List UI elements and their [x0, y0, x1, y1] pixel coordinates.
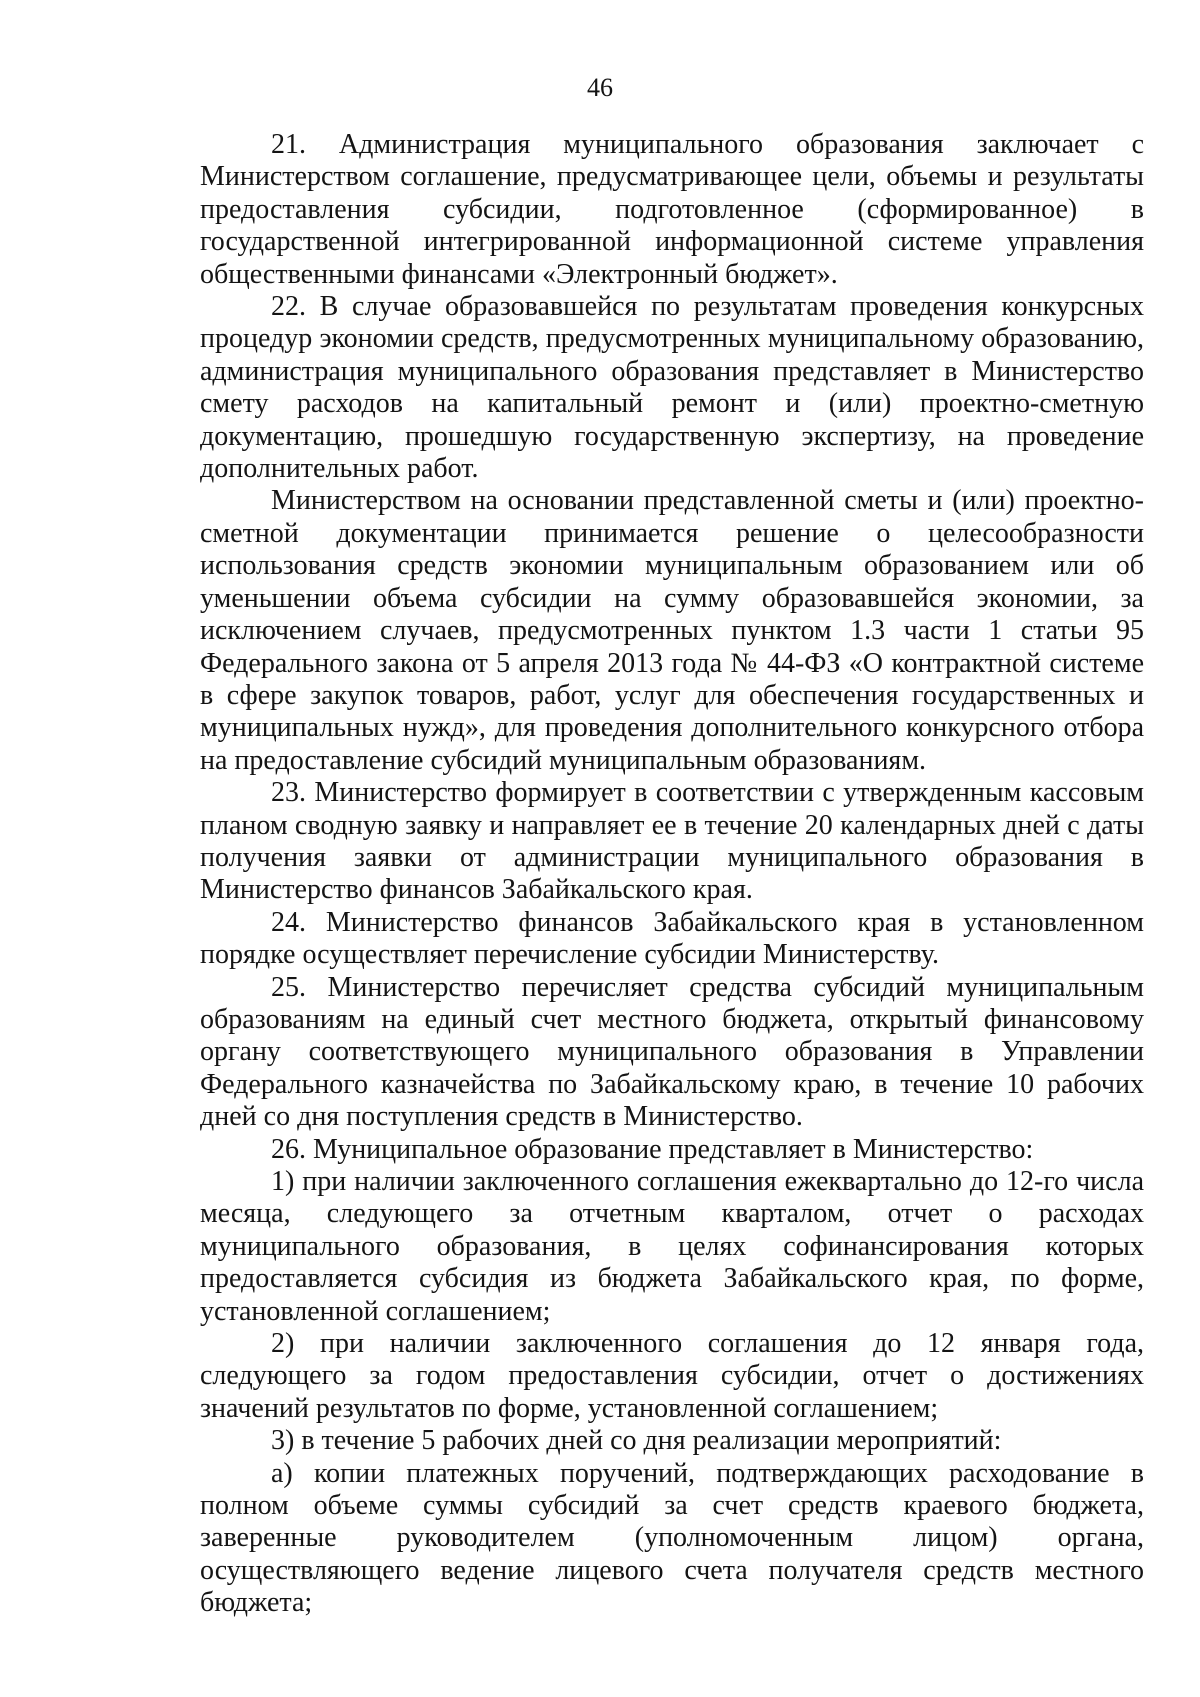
paragraph-21: 21. Администрация муниципального образования заключает с Министерством соглашение, предусматривающее цели, объемы и результаты предоставления субсидии, подготовленное (сформированное) в государственной интегрированной информационной системе управления общественными финансами «Электронный бюджет». — [200, 129, 1144, 290]
paragraph-24: 24. Министерство финансов Забайкальского края в установленном порядке осуществляет перечисление субсидии Министерству. — [200, 906, 1144, 971]
list-item-a: а) копии платежных поручений, подтверждающих расходование в полном объеме суммы субсидий за счет средств краевого бюджета, заверенные руководителем (уполномоченным лицом) органа, осуществляющего ведение лицевого счета получателя средств местного бюджета; — [200, 1457, 1144, 1619]
list-item-1: 1) при наличии заключенного соглашения ежеквартально до 12-го числа месяца, следующего за отчетным кварталом, отчет о расходах муниципального образования, в целях софинансирования которых предоставляется субсидия из бюджета Забайкальского края, по форме, установленной соглашением; — [200, 1166, 1144, 1327]
paragraph-23: 23. Министерство формирует в соответствии с утвержденным кассовым планом сводную заявку и направляет ее в течение 20 календарных дней с даты получения заявки от администрации муниципального образования в Министерство финансов Забайкальского края. — [200, 777, 1144, 906]
list-item-3: 3) в течение 5 рабочих дней со дня реализации мероприятий: — [271, 1425, 1002, 1457]
list-item-2: 2) при наличии заключенного соглашения до 12 января года, следующего за годом предоставления субсидии, отчет о достижениях значений результатов по форме, установленной соглашением; — [200, 1328, 1144, 1424]
paragraph-22: 22. В случае образовавшейся по результатам проведения конкурсных процедур экономии средств, предусмотренных муниципальному образованию, администрация муниципального образования представляет в Министерство смету расходов на капитальный ремонт и (или) проектно-сметную документацию, прошедшую государственную экспертизу, на проведение дополнительных работ. — [200, 291, 1144, 485]
paragraph-22-continued: Министерством на основании представленной сметы и (или) проектно-сметной документации принимается решение о целесообразности использования средств экономии муниципальным образованием или об уменьшении объема субсидии на сумму образовавшейся экономии, за исключением случаев, предусмотренных пунктом 1.3 части 1 статьи 95 Федерального закона от 5 апреля 2013 года № 44-ФЗ «О контрактной системе в сфере закупок товаров, работ, услуг для обеспечения государственных и муниципальных нужд», для проведения дополнительного конкурсного отбора на предоставление субсидий муниципальным образованиям. — [200, 485, 1144, 776]
paragraph-25: 25. Министерство перечисляет средства субсидий муниципальным образованиям на единый счет местного бюджета, открытый финансовому органу соответствующего муниципального образования в Управлении Федерального казначейства по Забайкальскому краю, в течение 10 рабочих дней со дня поступления средств в Министерство. — [200, 971, 1144, 1133]
document-body — [200, 129, 1144, 1620]
page-number: 46 — [587, 73, 613, 102]
paragraph-26: 26. Муниципальное образование представляет в Министерство: — [271, 1133, 1034, 1165]
